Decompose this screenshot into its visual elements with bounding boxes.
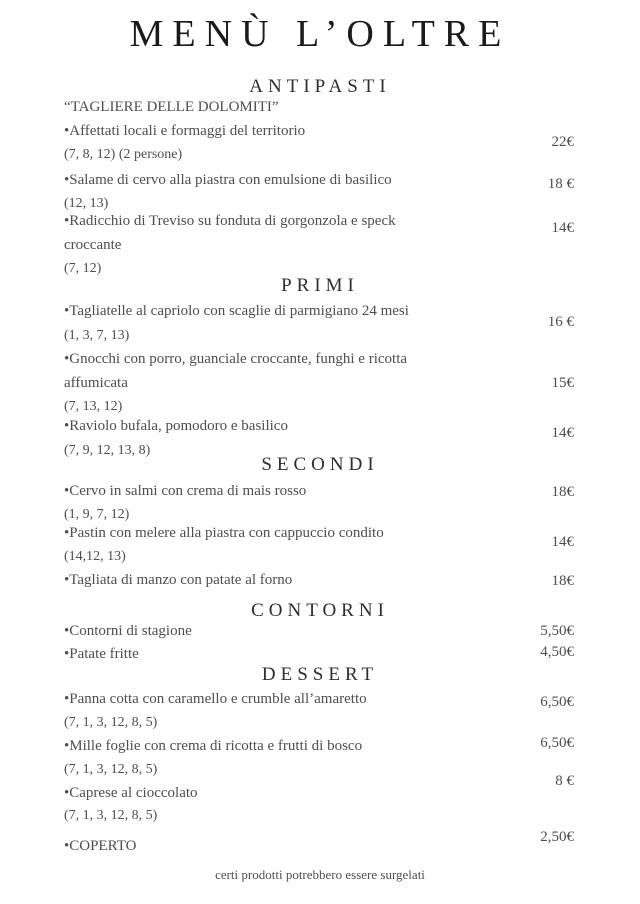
menu-item-price: 18€ [551,573,574,589]
menu-item-allergens: (7, 9, 12, 13, 8) [64,443,151,458]
menu-item-allergens: (12, 13) [64,196,109,211]
menu-item-price: 5,50€ [540,623,574,639]
menu-item-name: •Cervo in salmi con crema di mais rosso [64,483,307,499]
menu-item-name: •Mille foglie con crema di ricotta e frutti di bosco [64,738,363,754]
section-heading-dessert: DESSERT [261,664,379,685]
menu-item-name-continued: croccante [64,237,122,253]
menu-item-allergens: (14,12, 13) [64,549,126,564]
menu-item-price: 14€ [551,534,574,550]
menu-item-name: •Tagliatelle al capriolo con scaglie di parmigiano 24 mesi [64,303,409,319]
coperto-label: •COPERTO [64,838,137,854]
menu-item-name: •Caprese al cioccolato [64,785,198,801]
menu-item-name: •Radicchio di Treviso su fonduta di gorgonzola e speck [64,213,396,229]
menu-item-allergens: (7, 1, 3, 12, 8, 5) [64,808,158,823]
section-heading-contorni: CONTORNI [251,600,389,621]
menu-item-price: 15€ [551,375,574,391]
menu-item-name: •Salame di cervo alla piastra con emulsione di basilico [64,172,392,188]
menu-item-name-continued: affumicata [64,375,128,391]
section-heading-primi: PRIMI [281,275,359,296]
menu-item-name: •Panna cotta con caramello e crumble all’amaretto [64,691,367,707]
menu-item-allergens: (1, 3, 7, 13) [64,328,130,343]
menu-item-name: •Tagliata di manzo con patate al forno [64,572,293,588]
section-subtitle: “TAGLIERE DELLE DOLOMITI” [64,99,279,115]
menu-item-allergens: (1, 9, 7, 12) [64,507,130,522]
coperto-price: 2,50€ [540,829,574,845]
menu-item-name: •Patate fritte [64,646,139,662]
menu-item-name: •Pastin con melere alla piastra con cappuccio condito [64,525,384,541]
menu-item-price: 4,50€ [540,644,574,660]
menu-item-allergens: (7, 13, 12) [64,399,123,414]
footer-note: certi prodotti potrebbero essere surgelati [215,867,425,882]
menu-item-price: 6,50€ [540,735,574,751]
menu-item-price: 8 € [555,773,574,789]
menu-title: MENÙ L’OLTRE [129,13,511,55]
menu-item-price: 18€ [551,484,574,500]
section-heading-secondi: SECONDI [261,454,379,475]
section-heading-antipasti: ANTIPASTI [249,76,391,97]
menu-item-price: 22€ [551,134,574,150]
menu-item-name: •Gnocchi con porro, guanciale croccante, funghi e ricotta [64,351,408,367]
menu-item-name: •Contorni di stagione [64,623,192,639]
menu-item-allergens: (7, 1, 3, 12, 8, 5) [64,715,158,730]
menu-item-price: 14€ [551,220,574,236]
menu-item-name: •Raviolo bufala, pomodoro e basilico [64,418,288,434]
menu-item-allergens: (7, 8, 12) (2 persone) [64,147,183,162]
menu-item-price: 14€ [551,425,574,441]
menu-item-name: •Affettati locali e formaggi del territorio [64,123,306,139]
menu-item-price: 6,50€ [540,694,574,710]
menu-item-allergens: (7, 12) [64,261,102,276]
menu-item-allergens: (7, 1, 3, 12, 8, 5) [64,762,158,777]
menu-item-price: 16 € [547,314,574,330]
menu-item-price: 18 € [547,176,574,192]
